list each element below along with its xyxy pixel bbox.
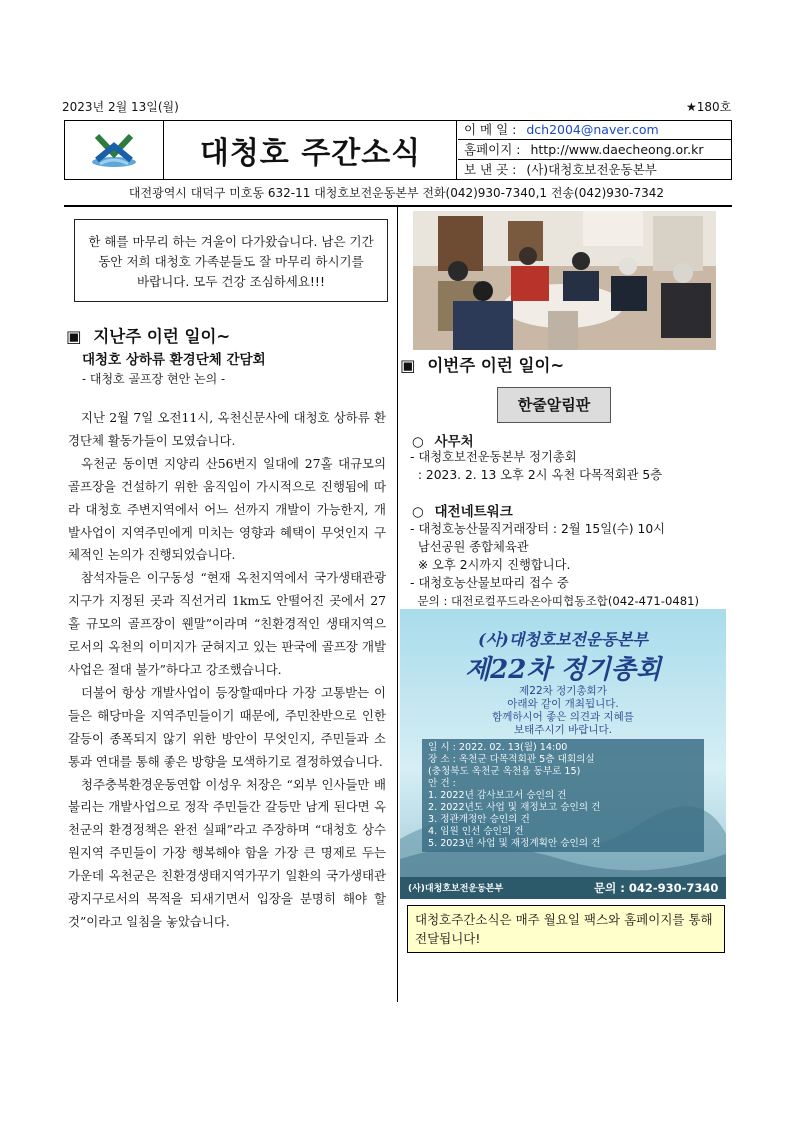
group-office-lines (410, 448, 662, 484)
article-paragraph: 청주충북환경운동연합 이성우 처장은 “외부 인사들만 배불리는 개발사업으로 정작 주민들간 갈등만 남게 된다면 옥천군의 환경정책은 완전 실패”라고 주장하며 “대청호 상수원지역 주민들이 가장 행복해야 함을 가장 큰 명제로 두는 가운데 옥천군은 친환경생태지역가꾸기 일환의 국가생태관광지구로서의 목적을 되새기면서 입장을 분명히 해야 할 것”이라고 일침을 놓았습니다. (68, 776, 386, 929)
org-logo-icon (64, 120, 164, 180)
poster-intro-line: 제22차 정기총회가 (519, 685, 607, 697)
group-title: 대전네트워크 (434, 504, 513, 520)
poster-intro (400, 685, 726, 737)
group-title: 사무처 (434, 434, 474, 450)
email-link[interactable]: dch2004@naver.com (526, 122, 659, 137)
delivery-footnote: 대청호주간소식은 매주 월요일 팩스와 홈페이지를 통해 전달됩니다! (407, 905, 725, 953)
greeting-notice (74, 219, 388, 302)
article-paragraph: 더불어 항상 개발사업이 등장할때마다 가장 고통받는 이들은 해당마을 지역주민들이기 때문에, 주민찬반으로 인한 갈등이 종폭되지 않기 위한 방안이 무엇인지, 주민들과 소통과 연대를 통해 좋은 방향을 모색하기로 결정하였습니다. (68, 684, 386, 769)
poster-detail-line: 안 건 : (428, 778, 456, 789)
contact-email (458, 120, 732, 140)
poster-intro-line: 아래와 같이 개최됩니다. (507, 698, 619, 710)
general-meeting-poster (400, 609, 726, 899)
poster-details (428, 742, 700, 850)
article-paragraph: 참석자들은 이구동성 “현재 옥천지역에서 국가생태관광지구가 지정된 곳과 직선거리 1km도 안떨어진 곳에서 27홀 규모의 골프장이 웬말”이라며 “친환경적인 생태지역으로서의 옥천의 이미지가 굳혀지고 있는 판국에 골프장 개발사업은 절대 불가”하다고 강조했습니다. (68, 570, 386, 677)
poster-detail-line: 5. 2023년 사업 및 재정계획안 승인의 건 (428, 838, 601, 849)
group-network-title (412, 500, 513, 520)
article-subtitle: 대청호 상하류 환경단체 간담회 (82, 352, 266, 368)
section-square-icon: ▣ (400, 356, 416, 375)
newsletter-title: 대청호 주간소식 (165, 120, 457, 180)
group-line: 남선공원 종합체육관 (410, 540, 529, 554)
contact-sender (458, 160, 732, 180)
sender-name: (사)대청호보전운동본부 (526, 162, 657, 177)
article-subsubtitle: - 대청호 골프장 현안 논의 - (82, 372, 226, 386)
last-week-heading (66, 323, 230, 347)
meeting-photo (413, 211, 716, 350)
group-line: - 대청호농산물보따리 접수 중 (410, 576, 569, 590)
poster-detail-line: 일 시 : 2022. 02. 13(월) 14:00 (428, 742, 568, 753)
poster-org-title: (사)대청호보전운동본부 (478, 630, 648, 649)
article-paragraph: 지난 2월 7일 오전11시, 옥천신문사에 대청호 상하류 환경단체 활동가들이 모였습니다. (68, 410, 386, 448)
this-week-title: 이번주 이런 일이~ (427, 356, 565, 375)
poster-footer-org: (사)대청호보전운동본부 (408, 884, 504, 894)
contact-homepage (458, 140, 732, 160)
poster-detail-line: 2. 2022년도 사업 및 재정보고 승인의 건 (428, 802, 601, 813)
poster-intro-line: 함께하시어 좋은 의견과 지혜를 (492, 711, 634, 723)
group-line: 문의 : 대전로컬푸드라온아띠협동조합(042-471-0481) (410, 594, 700, 608)
group-line: - 대청호농산물직거래장터 : 2월 15일(수) 10시 (410, 522, 666, 536)
contact-sender-label: 보 낸 곳 : (464, 162, 517, 177)
article-body (68, 407, 386, 934)
group-line: ※ 오후 2시까지 진행합니다. (410, 558, 571, 572)
circle-bullet-icon: ○ (412, 504, 424, 520)
notice-line: 한 해를 마무리 하는 겨울이 다가왔습니다. 남은 기간 (88, 234, 374, 249)
notice-board-badge: 한줄알림판 (497, 387, 611, 423)
org-logo (64, 120, 164, 180)
poster-footer-phone: 문의 : 042-930-7340 (594, 881, 719, 895)
last-week-title: 지난주 이런 일이~ (93, 327, 231, 346)
article-paragraph: 옥천군 동이면 지양리 산56번지 일대에 27홀 대규모의 골프장을 건설하기 위한 움직임이 가시적으로 진행됨에 따라 대청호 주변지역에서 어느 선까지 개발이 가능한지, 개발사업이 지역주민에게 미치는 영향과 혜택이 무엇인지 구체적인 논의가 진행되었습니다. (68, 455, 386, 563)
issue-date: 2023년 2월 13일(월) (62, 100, 179, 114)
poster-detail-line: 4. 임원 인선 승인의 건 (428, 826, 524, 837)
homepage-link[interactable]: http://www.daecheong.or.kr (530, 142, 704, 157)
poster-intro-line: 보태주시기 바랍니다. (514, 724, 612, 736)
notice-line: 바랍니다. 모두 건강 조심하세요!!! (137, 274, 325, 289)
group-office-title (412, 430, 474, 450)
poster-event-title: 제22차 정기총회 (465, 655, 661, 685)
poster-detail-line: (충청북도 옥천군 옥천읍 동부로 15) (428, 766, 581, 777)
poster-detail-line: 장 소 : 옥천군 다목적회관 5층 대회의실 (428, 754, 595, 765)
group-line: : 2023. 2. 13 오후 2시 옥천 다목적회관 5층 (410, 468, 663, 482)
section-square-icon: ▣ (66, 327, 82, 346)
poster-detail-line: 3. 정관개정안 승인의 건 (428, 814, 530, 825)
column-divider (397, 207, 398, 1002)
contact-email-label: 이 메 일 : (464, 122, 517, 137)
this-week-heading (400, 352, 564, 376)
circle-bullet-icon: ○ (412, 434, 424, 450)
contact-homepage-label: 홈페이지 : (464, 142, 521, 157)
org-address: 대전광역시 대덕구 미호동 632-11 대청호보전운동본부 전화(042)930-7340,1 전송(042)930-7342 (128, 186, 665, 200)
poster-detail-line: 1. 2022년 감사보고서 승인의 건 (428, 790, 567, 801)
group-network-lines (410, 520, 699, 610)
group-line: - 대청호보전운동본부 정기총회 (410, 450, 577, 464)
notice-line: 동안 저희 대청호 가족분들도 잘 마무리 하시기를 (98, 254, 364, 269)
issue-number: ★180호 (686, 100, 732, 114)
